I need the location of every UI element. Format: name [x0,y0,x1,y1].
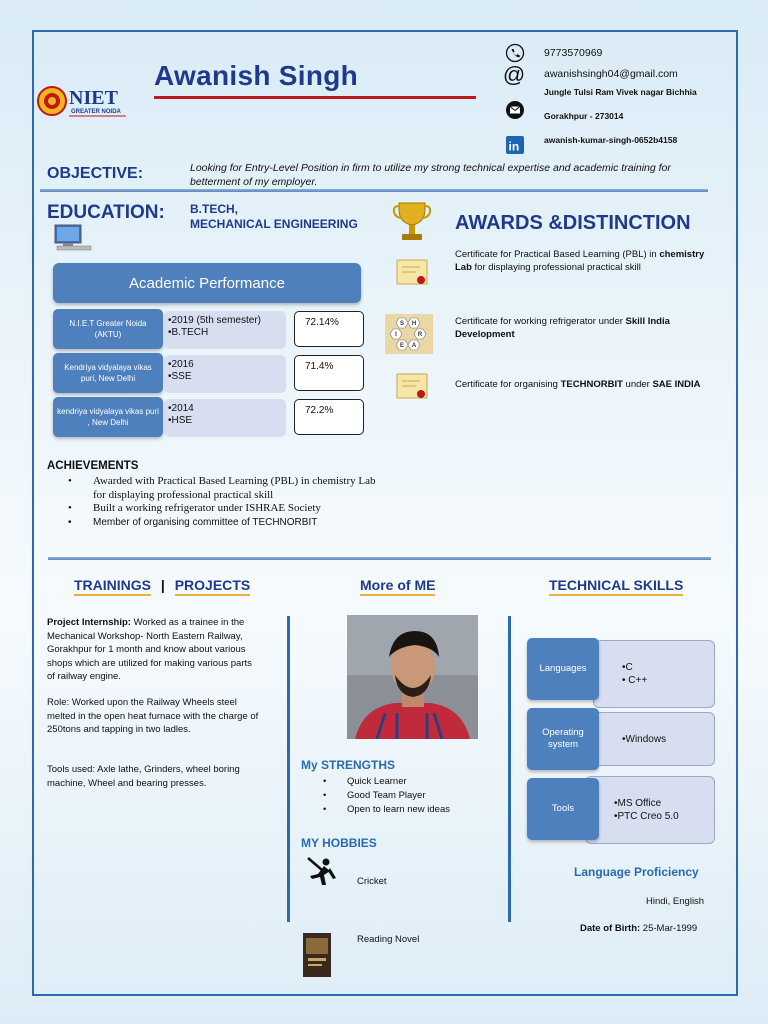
cricket-icon [304,856,340,893]
award-item [455,315,705,341]
skill-item: •MS Office [614,798,662,809]
education-heading: EDUCATION: [47,202,165,223]
skills-heading-text: TECHNICAL SKILLS [549,577,683,596]
achievements-list [68,475,388,529]
project-tools: Tools used: Axle lathe, Grinders, wheel boring machine, Wheel and bearing presses. [47,764,240,789]
trainings-heading: TRAININGS [74,577,151,596]
more-heading-text: More of ME [360,577,435,596]
shrae-letter: R [417,332,423,338]
award-text: Certificate for working refrigerator under [455,316,626,327]
more-of-me-heading [360,577,435,593]
degree-line-2: MECHANICAL ENGINEERING [190,217,358,231]
award-bold: Skill India Development [455,316,670,340]
skill-category: Languages [527,638,599,700]
niet-logo [36,80,130,122]
trainings-projects-heading [74,577,250,593]
shrae-letter: A [411,343,417,349]
degree-line-1: B.TECH, [190,202,238,216]
strength-item: • Good Team Player [320,789,450,803]
name-underline [154,96,476,99]
achievement-item: • Awarded with Practical Based Learning (PBL) in chemistry Lab for displaying professional practical skill [68,475,388,502]
column-divider [508,616,511,922]
certificate-icon [396,258,430,288]
shrae-logo [385,314,433,359]
skill-category: Tools [527,778,599,840]
award-item [455,248,705,274]
certificate-icon [396,372,430,402]
academic-school: Kendriya vidyalaya vikas puri, New Delhi [53,353,163,393]
academic-detail [164,311,286,349]
academic-level: •HSE [168,415,193,426]
technical-skills-heading [549,577,683,593]
address-line-1: Jungle Tulsi Ram Vivek nagar Bichhia [544,87,697,97]
achievement-item: • Member of organising committee of TECHNORBIT [68,516,388,530]
achievement-item: • Built a working refrigerator under ISHRAE Society [68,502,388,516]
academic-detail [164,355,286,393]
academic-level: •B.TECH [168,327,209,338]
languages-known: Hindi, English [646,896,705,907]
logo-text: NIET [69,87,118,109]
project-role: Role: Worked upon the Railway Wheels steel melted in the open heat furnace with the charge of 250tons and tapping in two ladles. [47,697,259,735]
hobby-item: Cricket [357,876,387,887]
skill-item: • C++ [622,675,648,686]
linkedin-icon [504,134,526,156]
linkedin-handle: awanish-kumar-singh-0652b4158 [544,135,678,145]
dob-value: 25-Mar-1999 [640,923,698,934]
skill-values [593,712,715,766]
award-text: Certificate for Practical Based Learning (PBL) in [455,249,660,260]
academic-performance-heading: Academic Performance [53,263,361,303]
academic-year: •2014 [168,403,194,414]
academic-level: •SSE [168,371,192,382]
award-bold: chemistry Lab [455,249,705,273]
skill-category: Operating system [527,708,599,770]
project-text: Worked as a trainee in the Mechanical Workshop- North Eastern Railway, Gorakhpur for 1 month and know about various shops which are utilized for making various parts of railway engine. [47,617,252,682]
academic-percentage: 72.2% [294,399,364,435]
book-icon [302,932,332,983]
shrae-letter: E [399,343,405,349]
strength-item: • Open to learn new ideas [320,803,450,817]
address-line-2: Gorakhpur - 273014 [544,111,624,121]
objective-heading: OBJECTIVE: [47,165,144,182]
hobby-item: Reading Novel [357,934,420,945]
shrae-letter: S [399,321,405,327]
academic-year: •2016 [168,359,194,370]
awards-heading: AWARDS &DISTINCTION [455,212,691,234]
svg-text:in: in [508,139,520,154]
projects-heading: PROJECTS [175,577,250,596]
academic-detail [164,399,286,437]
profile-photo [347,615,478,739]
candidate-name: Awanish Singh [154,60,359,91]
academic-percentage: 71.4% [294,355,364,391]
date-of-birth [580,922,697,936]
mail-icon [504,99,526,121]
award-bold: TECHNORBIT [560,379,623,390]
skill-values [585,776,715,844]
strengths-heading: My STRENGTHS [301,758,396,772]
skill-item: •PTC Creo 5.0 [614,811,679,822]
logo-sub: GREATER NOIDA [71,109,121,115]
skill-item: •C [622,662,633,673]
shrae-letter: H [411,321,417,327]
academic-school: kendriya vidyalaya vikas puri , New Delhi [53,397,163,437]
award-bold: SAE INDIA [652,379,701,390]
column-divider [287,616,290,922]
project-internship [47,616,262,684]
academic-percentage: 72.14% [294,311,364,347]
phone-number: 9773570969 [544,47,603,59]
project-label: Project Internship: [47,617,131,628]
award-text: for displaying professional practical skill [471,262,641,273]
phone-icon [504,42,526,64]
achievements-heading: ACHIEVEMENTS [47,460,139,472]
section-divider [40,189,708,192]
degree [190,202,358,232]
email-address: awanishsingh04@gmail.com [544,68,678,80]
hobbies-heading: MY HOBBIES [301,836,377,850]
strength-item: • Quick Learner [320,775,450,789]
objective-text: Looking for Entry-Level Position in firm to utilize my strong technical expertise and academic training for betterment of my employer. [190,162,671,188]
dob-label: Date of Birth: [580,923,641,934]
academic-school: N.I.E.T Greater Noida (AKTU) [53,309,163,349]
computer-icon [53,224,97,257]
academic-year: •2019 (5th semester) [168,315,261,326]
award-text: Certificate for organising [455,379,561,390]
award-text: under [622,379,653,390]
award-item [455,378,705,391]
skill-item: •Windows [622,733,667,745]
strengths-list [320,775,450,817]
skill-values [593,640,715,708]
section-divider [48,557,711,560]
shrae-letter: I [395,332,397,338]
trophy-icon [391,200,433,251]
language-proficiency-heading: Language Proficiency [574,865,699,879]
heading-separator: | [160,577,165,593]
at-icon: @ [502,62,526,87]
